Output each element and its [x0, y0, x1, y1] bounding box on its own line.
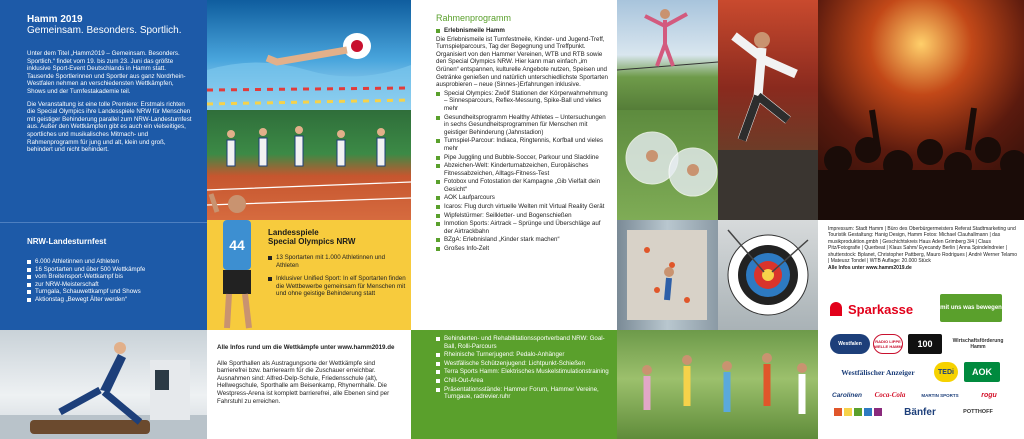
sponsor-label: Coca-Cola — [874, 391, 906, 399]
sponsor-westfalen — [830, 334, 870, 354]
sponsor-label: POTTHOFF — [963, 409, 993, 415]
sponsor-label: Wirtschaftsförderung Hamm — [952, 338, 1004, 350]
rahmen-lead: Erlebnismeile Hamm — [444, 27, 505, 34]
swimmer-photo — [207, 0, 411, 110]
concert-photo — [818, 0, 1024, 220]
sponsor-radio-lippe — [873, 334, 903, 354]
list-item: vom Breitensport-Wettkampf bis — [27, 273, 197, 281]
list-item: Aktionstag „Bewegt Älter werden“ — [27, 296, 197, 304]
rahmen-intro: Die Erlebnismeile ist Turnfestmeile, Kinder- und Jugend-Treff, Turnspielparcours, Tag der Begegnung und Treffpunkt. Organisiert von den Hammer Vereinen, WTB und RTB sowie den Special Olympics NRW. Hier kann man einfach „im Grünen“ entspannen, kulturelle Angebote nutzen, Speisen und Getränke genießen und natürlich unterschiedlichste Sportarten ausprobieren – neue (Sinnes-)Erfahrungen inklusive. — [436, 35, 608, 89]
list-item: Westfälische Schützenjugend: Lichtpunkt-Schießen — [436, 360, 609, 368]
sponsor-label: TEDi — [938, 368, 954, 376]
list-item — [436, 27, 609, 35]
list-item: 16 Sportarten und über 500 Wettkämpfe — [27, 266, 197, 274]
sponsor-label: mit uns was bewegen — [940, 304, 1002, 311]
impressum-web: Alle Infos unter www.hamm2019.de — [828, 265, 912, 272]
special-olympics-text — [268, 228, 408, 298]
list-item: Fotobox und Fotostation der Kampagne „Gib Vielfalt dein Gesicht“ — [436, 178, 609, 193]
bib-number: 44 — [229, 237, 245, 253]
impressum — [828, 226, 1018, 272]
list-item: Gesundheitsprogramm Healthy Athletes – Untersuchungen in sechs Gesundheitsprogrammen für Menschen mit geistiger Behinderung (Jahnstadion) — [436, 114, 609, 137]
parkour-photo — [718, 0, 818, 220]
list-item: Turngala, Schauwettkampf und Shows — [27, 288, 197, 296]
list-item: BZgA: Erlebnisland „Kinder stark machen“ — [436, 236, 609, 244]
rahmen-green-list — [436, 335, 609, 401]
event-title: Hamm 2019 — [27, 14, 83, 25]
list-item: Rheinische Turnerjugend: Pedalo-Anhänger — [436, 351, 609, 359]
rahmen-list — [436, 27, 609, 35]
sponsor-westfaelischer-anzeiger — [828, 364, 928, 380]
sponsor-label: Westfälischer Anzeiger — [841, 367, 915, 377]
sponsor-label: AOK — [972, 367, 992, 377]
sponsor-label: Carolinen — [832, 391, 862, 399]
list-item: Inmotion Sports: Airtrack – Sprünge und Überschläge auf der Airtrackbahn — [436, 220, 609, 235]
event-subtitle: Gemeinsam. Besonders. Sportlich. — [27, 25, 182, 36]
impressum-text: Impressum: Stadt Hamm | Büro des Oberbürgermeisters Referat Stadtmarketing und Touristik Gestaltung: Hanig Design, Hamm Fotos: Michael Clauhallmann | das musikproduktion.gmbh | Geschichtskreis Haus Aden Grimberg 3/4 | Claus Pitz/Fotografie | Querbeat | Klaus Sahm/ Eyecandy Berlin | Anna Spindelndreier | shutterstock: Bplanet, Christopher Pattberg, Mauro Rodrigues | André Werner Telamo | Mateusz Tondel | WTB Auflage: 20.000 Stück — [828, 226, 1017, 265]
special-title-2: Special Olympics NRW — [268, 237, 356, 246]
info-text: Alle Sporthallen als Austragungsorte der Wettkämpfe sind barrierefrei bzw. barrierearm für die Zuschauer erreichbar. Ausnahmen sind: Alfred-Delp-Schule, Friedensschule (alt), Hellwegschule, Sporthalle am Beisenkamp, Rhynernhalle. Die Westpress-Arena ist komplett barrierefrei, alle Ebenen sind per Fahrstuhl zu erreichen. — [217, 359, 390, 405]
sponsor-label: Sparkasse — [848, 301, 914, 317]
rahmen-panel — [411, 0, 617, 330]
sponsor-baenfer — [896, 404, 944, 420]
sponsor-100 — [908, 334, 942, 354]
kids-play-photo — [617, 330, 818, 439]
sponsor-wirtschaftsfoerderung — [948, 334, 1008, 354]
intro-text-1: Unter dem Titel „Hamm2019 – Gemeinsam. Besonders. Sportlich.“ findet vom 19. bis zum 23. Juni das größte inklusive Sport-Event Deutschlands in Hamm statt. Tausende Sportlerinnen und Sportler aus ganz Nordrhein-Westfalen nehmen an verschiedensten Wettkämpfen, Shows und der Turnfestakademie teil. — [27, 50, 186, 95]
sponsor-rogu — [970, 388, 1008, 402]
turnfest-panel — [0, 222, 207, 330]
list-item: Abzeichen-Welt: Kinderturnabzeichen, Europäisches Fitnessabzeichen, Alltags-Fitness-Test — [436, 162, 609, 177]
list-item: AOK Laufparcours — [436, 194, 609, 202]
climbing-photo — [617, 220, 718, 330]
sponsor-label: Bänfer — [904, 406, 936, 418]
rahmen-title: Rahmenprogramm — [436, 13, 512, 23]
sparkasse-icon — [830, 302, 842, 316]
list-item: Pipe Juggling und Bubble-Soccer, Parkour und Slackline — [436, 154, 609, 162]
sponsor-label: Westfalen — [838, 341, 862, 347]
sponsor-carolinen — [828, 388, 866, 402]
list-item: Icaros: Flug durch virtuelle Welten mit Virtual Reality Gerät — [436, 203, 609, 211]
intro-text-2: Die Veranstaltung ist eine tolle Premiere: Erstmals richten die Special Olympics ihre Landesspiele NRW für Menschen mit geistiger Behinderung parallel zum NRW-Landesturnfest aus. Außer den Wettkämpfen gibt es auch ein vielseitiges, sportliches und musikalisches Mitmach- und Rahmenprogramm für jung und alt, klein und groß, behindert und nicht behindert. — [27, 100, 192, 154]
sponsor-sparkasse — [830, 296, 930, 322]
sponsor-potthoff — [952, 404, 1004, 420]
list-item: Special Olympics: Zwölf Stationen der Körperwahrnehmung – Sinnesparcours, Reflex-Messung, Spike-Ball und vieles mehr — [436, 90, 609, 113]
bubble-soccer-photo — [617, 110, 718, 220]
turnfest-list — [27, 258, 197, 304]
athlete-photo — [207, 182, 267, 330]
list-item: Inklusiver Unified Sport: In elf Sportarten finden die Wettbewerbe gemeinsam für Menschen mit und ohne geistige Behinderung statt — [268, 275, 408, 298]
list-item: 13 Sportarten mit 1.000 Athletinnen und Athleten — [268, 254, 408, 269]
sponsor-aok — [964, 362, 1000, 382]
sponsor-mituns — [940, 294, 1002, 322]
list-item: zur NRW-Meisterschaft — [27, 281, 197, 289]
info-heading: Alle Infos rund um die Wettkämpfe unter www.hamm2019.de — [217, 344, 395, 351]
sponsor-tedi — [934, 362, 958, 382]
rahmen-items — [436, 90, 609, 253]
turnfest-title: NRW-Landesturnfest — [27, 237, 107, 246]
sponsor-coca-cola — [870, 388, 910, 402]
sponsor-label: rogu — [981, 391, 997, 399]
list-item: Behinderten- und Rehabilitationssportverband NRW: Goal-Ball, Rolli-Parcours — [436, 335, 609, 350]
list-item: Großes Info-Zelt — [436, 245, 609, 253]
sponsor-label: 100 — [917, 339, 933, 349]
color-bars-icon — [834, 408, 882, 416]
list-item: Präsentationsstände: Hammer Forum, Hammer Vereine, Turngaue, radrevier.ruhr — [436, 386, 609, 401]
list-item: Chill-Out-Area — [436, 377, 609, 385]
intro-panel — [0, 0, 207, 222]
list-item: Wipfelstürmer: Seilkletter- und Bogenschießen — [436, 212, 609, 220]
special-list — [268, 254, 408, 298]
sponsor-colors-strip — [828, 406, 888, 418]
list-item: Terra Sports Hamm: Elektrisches Muskelstimulationstraining — [436, 368, 609, 376]
sponsor-label: MARTIN SPORTS — [921, 392, 959, 398]
rahmen-green-panel — [411, 330, 617, 439]
list-item: Turnspiel-Parcour: Indiaca, Ringtennis, Korfball und vieles mehr — [436, 137, 609, 152]
sponsor-martin-sports — [914, 388, 966, 402]
sponsor-label: RADIO LIPPE WELLE HAMM — [874, 339, 902, 349]
slackline-photo — [617, 0, 718, 110]
info-panel — [207, 330, 411, 439]
special-title-1: Landesspiele — [268, 228, 319, 237]
archery-photo — [718, 220, 818, 330]
gymnast-photo — [0, 330, 207, 439]
list-item: 6.000 Athletinnen und Athleten — [27, 258, 197, 266]
